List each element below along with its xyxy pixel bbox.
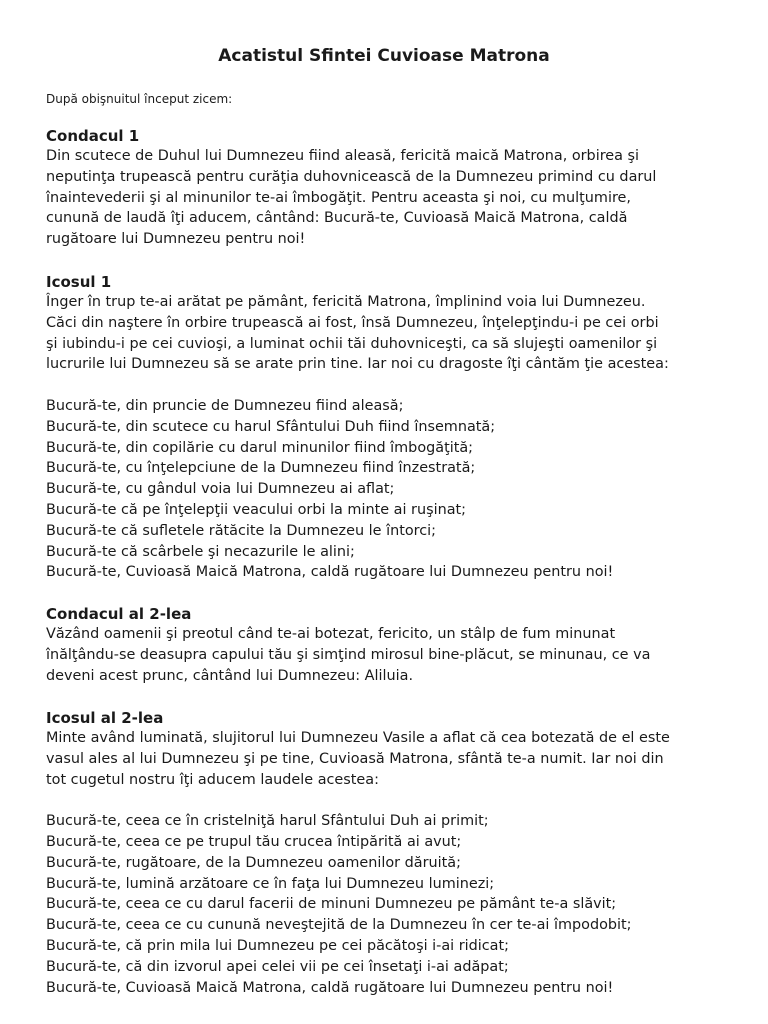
section-icosul-1 bbox=[46, 272, 746, 583]
section-body bbox=[46, 624, 746, 686]
text-line: lucrurile lui Dumnezeu să se arate prin tine. Iar noi cu dragoste îţi cântăm ţie acestea: bbox=[46, 356, 669, 373]
hymn-line: Bucură-te că sufletele rătăcite la Dumnezeu le întorci; bbox=[46, 522, 437, 539]
hymn-line: Bucură-te, cu înţelepciune de la Dumnezeu fiind înzestrată; bbox=[46, 460, 476, 477]
text-line: tot cugetul nostru îţi aducem laudele acestea: bbox=[46, 771, 379, 788]
section-heading: Condacul 1 bbox=[46, 127, 140, 145]
section-heading: Icosul 1 bbox=[46, 273, 112, 291]
text-line: Înger în trup te-ai arătat pe pământ, fericită Matrona, împlinind voia lui Dumnezeu. bbox=[46, 294, 646, 310]
text-line: rugătoare lui Dumnezeu pentru noi! bbox=[46, 231, 306, 248]
intro-text: După obişnuitul început zicem: bbox=[46, 92, 233, 106]
text-line: Din scutece de Duhul lui Dumnezeu fiind aleasă, fericită maică Matrona, orbirea şi bbox=[46, 148, 640, 164]
section-heading: Icosul al 2-lea bbox=[46, 709, 164, 727]
section-condacul-1 bbox=[46, 126, 746, 250]
hymn-line: Bucură-te că pe înţelepţii veacului orbi la minte ai ruşinat; bbox=[46, 501, 466, 518]
section-heading: Condacul al 2-lea bbox=[46, 605, 192, 623]
hymn-line: Bucură-te, lumină arzătoare ce în faţa lui Dumnezeu luminezi; bbox=[46, 875, 495, 892]
hymn-line: Bucură-te, ceea ce în cristelniţă harul Sfântului Duh ai primit; bbox=[46, 813, 489, 830]
hymn-line: Bucură-te, din copilărie cu darul minunilor fiind îmbogăţită; bbox=[46, 439, 474, 456]
text-line: înaintevederii şi al minunilor te-ai îmbogăţit. Pentru aceasta şi noi, cu mulţumire, bbox=[46, 189, 631, 206]
hymn-line: Bucură-te, Cuvioasă Maică Matrona, caldă rugătoare lui Dumnezeu pentru noi! bbox=[46, 979, 614, 996]
hymn-line: Bucură-te, rugătoare, de la Dumnezeu oamenilor dăruită; bbox=[46, 854, 461, 871]
text-line: deveni acest prunc, cântând lui Dumnezeu: Aliluia. bbox=[46, 667, 414, 684]
paragraph-gap bbox=[46, 790, 746, 811]
text-line: şi iubindu-i pe cei cuvioşi, a luminat ochii tăi duhovniceşti, ca să slujeşti oamenilor şi bbox=[46, 335, 658, 352]
text-line: Căci din naştere în orbire trupească ai fost, însă Dumnezeu, înţelepţindu-i pe cei orbi bbox=[46, 314, 659, 331]
hymn-line: Bucură-te, din pruncie de Dumnezeu fiind aleasă; bbox=[46, 397, 404, 414]
hymn-line: Bucură-te, ceea ce pe trupul tău crucea întipărită ai avut; bbox=[46, 833, 462, 850]
paragraph-gap bbox=[46, 375, 746, 396]
section-icosul-2 bbox=[46, 708, 746, 998]
hymn-line: Bucură-te, că prin mila lui Dumnezeu pe cei păcătoşi i-ai ridicat; bbox=[46, 937, 509, 954]
hymn-line: Bucură-te, din scutece cu harul Sfântului Duh fiind însemnată; bbox=[46, 418, 496, 435]
text-line: vasul ales al lui Dumnezeu şi pe tine, Cuvioasă Matrona, sfântă te-a numit. Iar noi din bbox=[46, 750, 664, 767]
page-title: Acatistul Sfintei Cuvioase Matrona bbox=[218, 46, 550, 66]
section-body bbox=[46, 728, 746, 998]
text-line: Minte având luminată, slujitorul lui Dumnezeu Vasile a aflat că cea botezată de el este bbox=[46, 730, 670, 746]
section-condacul-2 bbox=[46, 604, 746, 686]
section-body bbox=[46, 292, 746, 583]
hymn-line: Bucură-te că scârbele şi necazurile le alini; bbox=[46, 543, 355, 560]
hymn-line: Bucură-te, cu gândul voia lui Dumnezeu ai aflat; bbox=[46, 481, 395, 498]
hymn-line: Bucură-te, că din izvorul apei celei vii pe cei însetaţi i-ai adăpat; bbox=[46, 958, 509, 975]
text-line: înălţându-se deasupra capului tău şi simţind mirosul bine-plăcut, se minunau, ce va bbox=[46, 646, 651, 663]
text-line: cunună de laudă îţi aducem, cântând: Bucură-te, Cuvioasă Maică Matrona, caldă bbox=[46, 210, 628, 227]
text-line: neputinţa trupească pentru curăţia duhovnicească de la Dumnezeu primind cu darul bbox=[46, 168, 657, 185]
hymn-line: Bucură-te, Cuvioasă Maică Matrona, caldă rugătoare lui Dumnezeu pentru noi! bbox=[46, 564, 614, 581]
text-line: Văzând oamenii şi preotul când te-ai botezat, fericito, un stâlp de fum minunat bbox=[46, 626, 616, 642]
hymn-line: Bucură-te, ceea ce cu cunună neveştejită de la Dumnezeu în cer te-ai împodobit; bbox=[46, 917, 632, 934]
hymn-line: Bucură-te, ceea ce cu darul facerii de minuni Dumnezeu pe pământ te-a slăvit; bbox=[46, 896, 617, 913]
section-body bbox=[46, 146, 746, 250]
